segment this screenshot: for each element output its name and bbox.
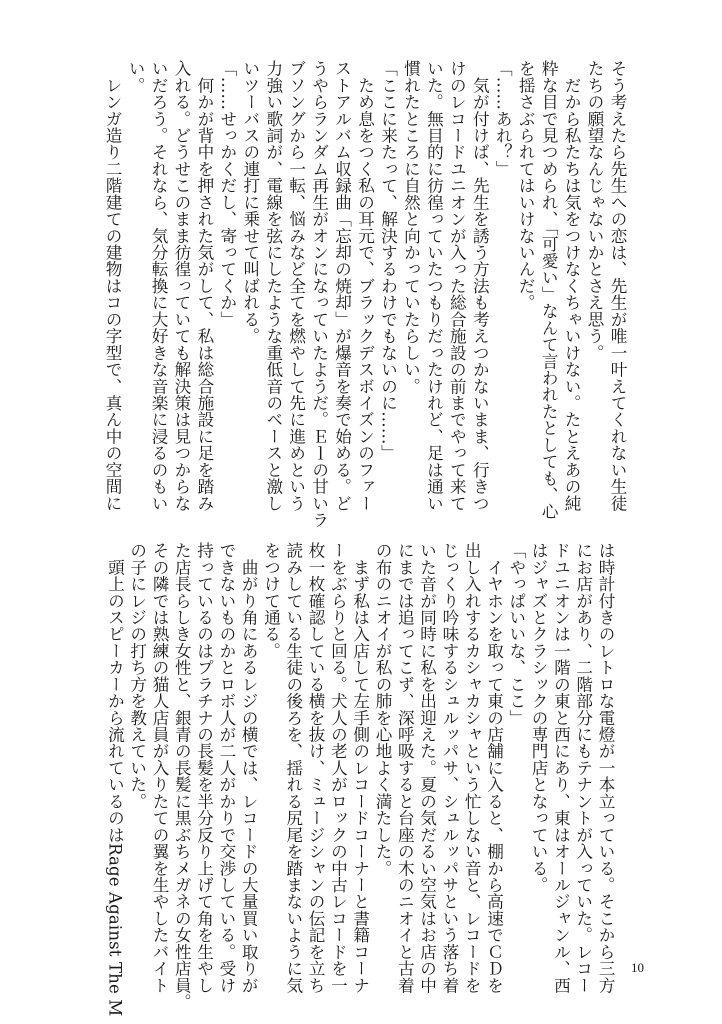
text-column: を揺さぶられてはいけないんだ。	[516, 60, 536, 311]
text-column: けのレコードユニオンが入った総合施設の前までやって来て	[447, 60, 467, 512]
text-column: ーをぶらりと回る。犬人の老人がロックの中古レコードを一	[328, 542, 348, 994]
text-column: をつけて通る。	[261, 542, 281, 660]
text-column: ため息をつく私の耳元で、ブラックデスボイズンのファー	[355, 60, 375, 512]
text-column: 「……あれ？」	[493, 60, 513, 178]
text-column: まず私は入店して左手側のレコードコーナーと書籍コーナ	[350, 542, 370, 994]
text-column: 「ここに来たって、解決するわけでもないのに……」	[378, 60, 398, 462]
text-column: ブソングから一転、悩みなど全てを燃やして先に進めという	[286, 60, 306, 512]
text-column: たちの願望なんじゃないかとさえ思う。	[585, 60, 605, 361]
text-column: 頭上のスピーカーから流れているのはRage Against The M	[105, 542, 125, 1017]
text-column: 曲がり角にあるレジの横では、レコードの大量買い取りが	[239, 542, 259, 994]
text-column: 力強い歌詞が、電線を弦にしたような重低音のベースと激し	[263, 60, 283, 512]
page-number: 10	[631, 960, 644, 975]
text-column: 持っているのはプラチナの長髪を半分反り上げて角を生やし	[194, 542, 214, 994]
text-column: 「やっぱいいな、ここ」	[506, 542, 526, 726]
text-column: にまでは追ってこず、深呼吸すると台座の木のニオイと古着	[395, 542, 415, 994]
text-column: いた。無目的に彷徨っていたつもりだったけれど、足は通い	[424, 60, 444, 512]
text-column: その隣では熟練の猫人店員が入りたての翼を生やしたバイト	[150, 542, 169, 994]
text-column: そう考えたら先生への恋は、先生が唯一叶えてくれない生徒	[608, 60, 627, 512]
text-column: ドユニオンは一階の東と西にあり、東はオールジャンル、西	[551, 542, 571, 994]
text-column: 入れる。どうせこのまま彷徨っていても解決策は見つからな	[171, 60, 191, 512]
text-column: レンガ造り二階建ての建物はコの字型で、真ん中の空間に	[103, 60, 123, 512]
text-column: だから私たちは気をつけなくちゃいけない。たとえあの純	[562, 60, 582, 512]
text-column: 慣れたところに自然と向かっていたらしい。	[401, 60, 421, 395]
text-column: はジャズとクラシックの専門店となっている。	[529, 542, 549, 894]
text-column: 気が付けば、先生を誘う方法も考えつかないまま、行きつ	[470, 60, 490, 512]
text-column: 枚一枚確認している横を抜け、ミュージシャンの伝記を立ち	[306, 542, 326, 994]
text-column: いた音が同時に私を出迎えた。夏の気だるい空気はお店の中	[417, 542, 437, 994]
text-column: じっくり吟味するシュルッパサ、シュルッパサという落ち着	[439, 542, 459, 994]
text-column: 出し入れするカシャカシャという忙しない音と、レコードを	[462, 542, 482, 994]
text-column: にお店があり、二階部分にもテナントが入っていた。レコー	[573, 542, 593, 994]
text-column: の布のニオイが私の肺を心地よく満たした。	[373, 542, 392, 877]
text-column: い。	[126, 60, 146, 94]
text-column: 粋な目で見つめられ、「可愛い」なんて言われたとしても、心	[539, 60, 559, 520]
text-column: の子にレジの打ち方を教えていた。	[127, 542, 147, 810]
text-column: いだろう。それなら、気分転換に大好きな音楽に浸るのもい	[149, 60, 168, 512]
text-column: 何かが背中を押された気がして、私は総合施設に足を踏み	[194, 60, 214, 512]
text-column: 「……せっかくだし、寄ってくか」	[217, 60, 237, 328]
text-column: できないものかとロボ人が二人がかりで交渉している。受け	[216, 542, 236, 994]
text-column: た店長らしき女性と、銀青の長髪に黒ぶちメガネの女性店員。	[172, 542, 192, 1011]
text-column: は時計付きのレトロな電燈が一本立っている。そこから三方	[596, 542, 615, 994]
text-column: 読みしている生徒の後ろを、揺れる尻尾を踏まないように気	[283, 542, 303, 994]
text-column: イヤホンを取って東の店舗に入ると、棚から高速でＣＤを	[484, 542, 504, 994]
text-column: いツーバスの連打に乗せて叫ばれる。	[240, 60, 260, 345]
text-column: うやらランダム再生がオンになっていたようだ。Ｅｌの甘いラ	[309, 60, 329, 529]
text-column: ストアルバム収録曲「忘却の焼却」が爆音を奏で始める。ど	[332, 60, 352, 512]
